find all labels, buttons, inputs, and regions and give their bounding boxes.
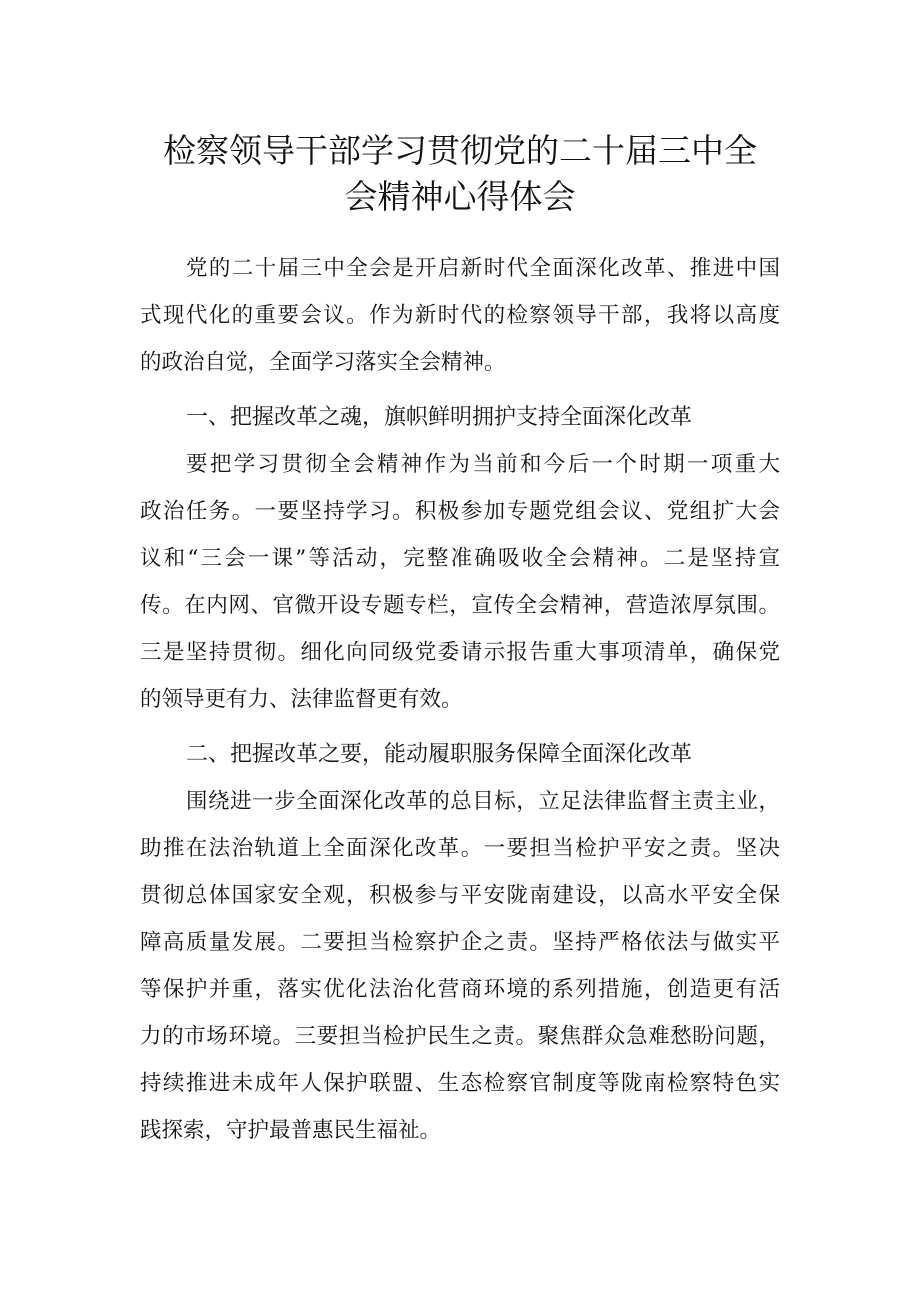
section-2-line: 障高质量发展。二要担当检察护企之责。坚持严格依法与做实平 — [140, 930, 780, 955]
document-title-line-2: 会精神心得体会 — [344, 177, 576, 216]
section-1-line: 三是坚持贯彻。细化向同级党委请示报告重大事项清单，确保党 — [140, 640, 780, 665]
section-1-line: 的领导更有力、法律监督更有效。 — [140, 687, 463, 712]
section-2-line: 助推在法治轨道上全面深化改革。一要担当检护平安之责。坚决 — [140, 836, 780, 861]
section-2-line: 贯彻总体国家安全观，积极参与平安陇南建设，以高水平安全保 — [140, 883, 780, 908]
section-2-line: 围绕进一步全面深化改革的总目标，立足法律监督主责主业， — [186, 789, 780, 814]
section-1-line: 议和“三会一课”等活动，完整准确吸收全会精神。二是坚持宣 — [140, 546, 780, 571]
document-title-line-1: 检察领导干部学习贯彻党的二十届三中全 — [163, 131, 757, 170]
section-2-line: 践探索，守护最普惠民生福祉。 — [140, 1118, 442, 1143]
section-2-line: 等保护并重，落实优化法治化营商环境的系列措施，创造更有活 — [140, 977, 780, 1002]
section-1-heading: 一、把握改革之魂，旗帜鲜明拥护支持全面深化改革 — [186, 405, 693, 430]
intro-line: 党的二十届三中全会是开启新时代全面深化改革、推进中国 — [186, 256, 780, 281]
intro-line: 的政治自觉，全面学习落实全会精神。 — [140, 350, 506, 375]
section-1-line: 要把学习贯彻全会精神作为当前和今后一个时期一项重大 — [186, 452, 780, 477]
intro-line: 式现代化的重要会议。作为新时代的检察领导干部，我将以高度 — [140, 303, 780, 328]
section-2-line: 力的市场环境。三要担当检护民生之责。聚焦群众急难愁盼问题， — [140, 1024, 780, 1049]
section-1-line: 政治任务。一要坚持学习。积极参加专题党组会议、党组扩大会 — [140, 499, 780, 524]
section-2-heading: 二、把握改革之要，能动履职服务保障全面深化改革 — [186, 742, 693, 767]
section-1-line: 传。在内网、官微开设专题专栏，宣传全会精神，营造浓厚氛围。 — [140, 593, 780, 618]
section-2-line: 持续推进未成年人保护联盟、生态检察官制度等陇南检察特色实 — [140, 1071, 780, 1096]
